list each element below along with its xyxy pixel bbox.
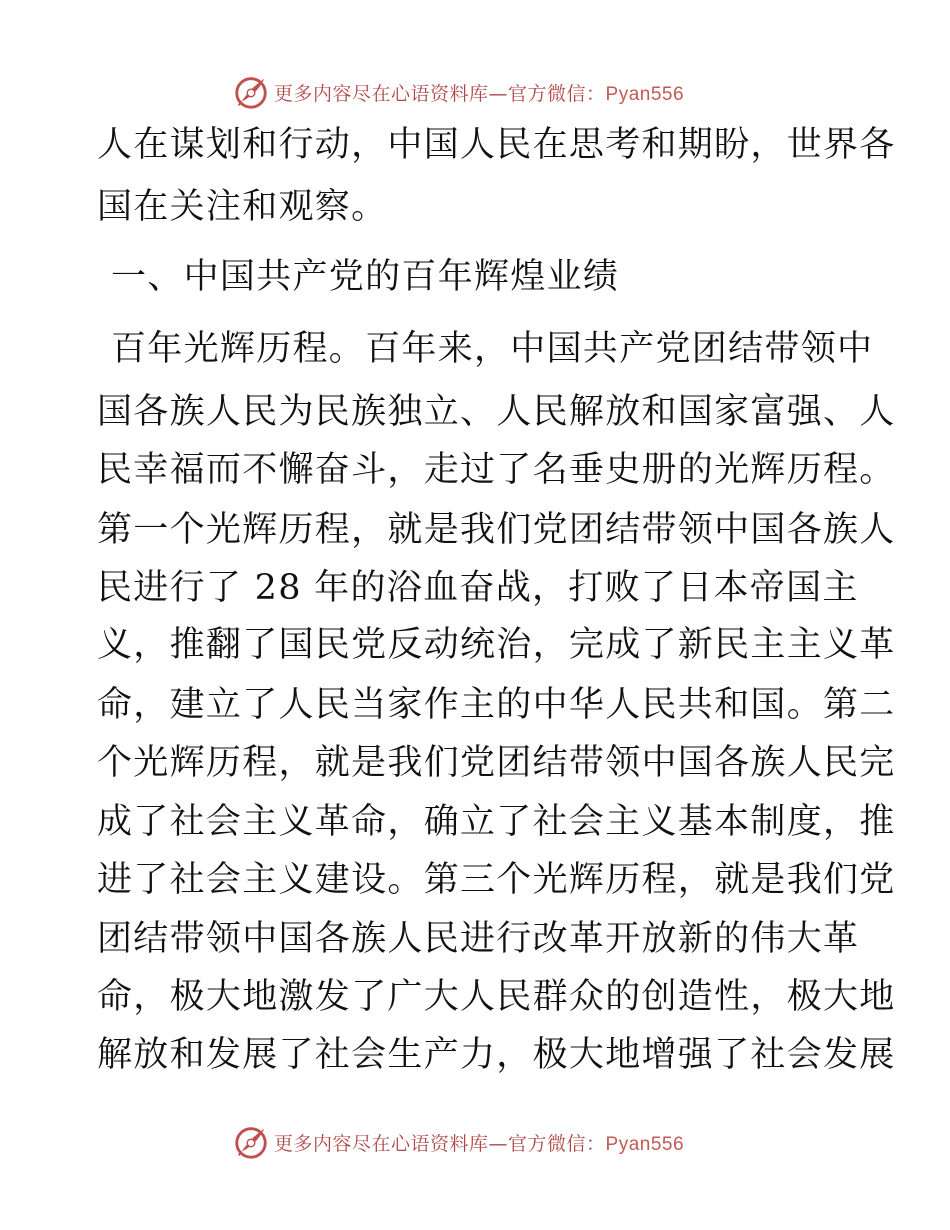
text-line: 解放和发展了社会生产力，极大地增强了社会发展 [97,1035,896,1075]
quill-logo-icon [232,1123,270,1161]
quill-logo-icon [232,73,270,111]
wechat-label: 官方微信： [508,1132,606,1155]
header-banner [232,72,684,112]
banner-separator: — [488,1132,509,1155]
wechat-id: Pyan556 [605,1133,685,1155]
text-line: 民进行了 28 年的浴血奋战，打败了日本帝国主 [97,568,859,608]
wechat-id: Pyan556 [605,83,685,105]
banner-text [274,79,684,106]
text-line: 命，极大地激发了广大人民群众的创造性，极大地 [97,977,896,1017]
text-line: 国各族人民为民族独立、人民解放和国家富强、人 [97,392,896,432]
paragraph-first-line: 百年光辉历程。百年来，中国共产党团结带领中 [111,329,874,369]
brand-text: 更多内容尽在心语资料库 [274,82,489,105]
footer-banner [232,1122,684,1162]
text-line: 人在谋划和行动，中国人民在思考和期盼，世界各 [97,125,896,165]
text-line: 成了社会主义革命，确立了社会主义基本制度，推 [97,802,896,842]
text-line: 国在关注和观察。 [97,187,388,227]
text-line: 进了社会主义建设。第三个光辉历程，就是我们党 [97,860,896,900]
banner-separator: — [488,82,509,105]
banner-text [274,1129,684,1156]
text-line: 团结带领中国各族人民进行改革开放新的伟大革 [97,919,860,959]
text-line: 命，建立了人民当家作主的中华人民共和国。第二 [97,685,896,725]
section-heading: 一、中国共产党的百年辉煌业绩 [111,257,620,297]
text-line: 民幸福而不懈奋斗，走过了名垂史册的光辉历程。 [97,450,896,490]
brand-text: 更多内容尽在心语资料库 [274,1132,489,1155]
text-line: 个光辉历程，就是我们党团结带领中国各族人民完 [97,743,896,783]
text-line: 义，推翻了国民党反动统治，完成了新民主主义革 [97,625,896,665]
text-line: 第一个光辉历程，就是我们党团结带领中国各族人 [97,510,896,550]
wechat-label: 官方微信： [508,82,606,105]
